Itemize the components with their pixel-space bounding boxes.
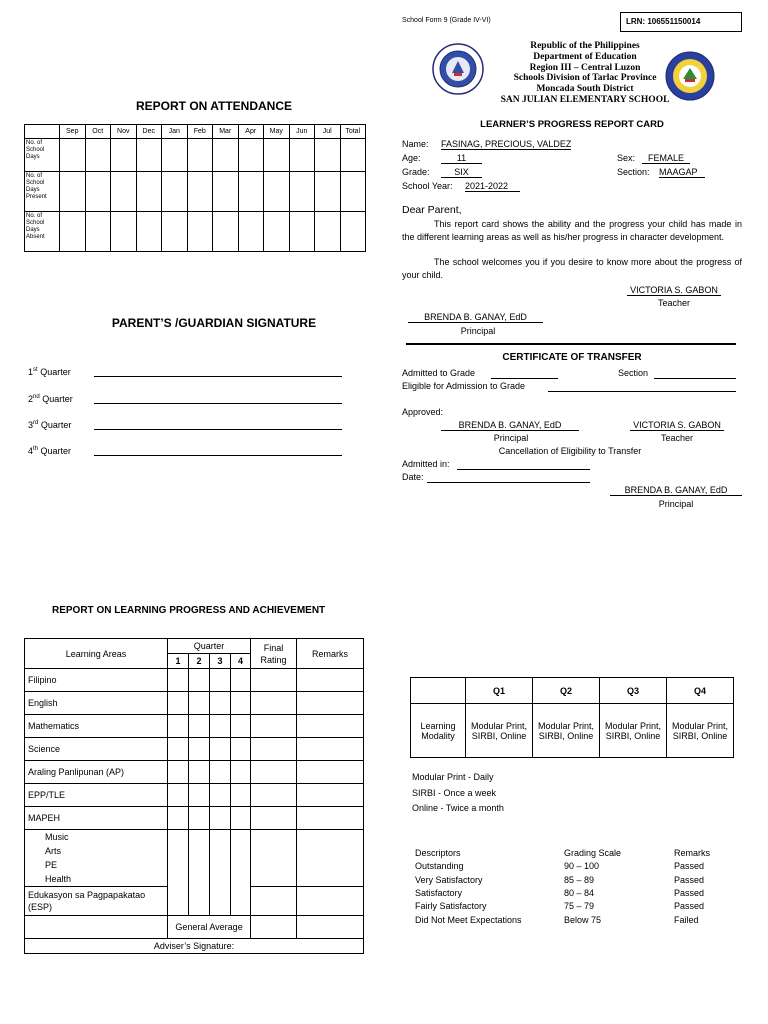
grading-row bbox=[415, 915, 735, 928]
learner-grade: SIX bbox=[441, 167, 482, 178]
signature-line-3[interactable] bbox=[94, 429, 342, 430]
grading-cell: 85 – 89 bbox=[564, 874, 595, 885]
learner-sex: FEMALE bbox=[642, 153, 690, 164]
cert-principal-name: BRENDA B. GANAY, EdD bbox=[441, 420, 579, 431]
learning-area-row bbox=[25, 784, 364, 807]
cert-teacher-name: VICTORIA S. GABON bbox=[630, 420, 724, 431]
letter-teacher-name: VICTORIA S. GABON bbox=[627, 285, 721, 296]
quarter-label-4 bbox=[28, 446, 71, 456]
grade-cell[interactable] bbox=[251, 738, 297, 761]
signature-line-1[interactable] bbox=[94, 376, 342, 377]
grade-cell[interactable] bbox=[297, 738, 364, 761]
letter-paragraph-2: The school welcomes you if you desire to know more about the progress of your child. bbox=[402, 257, 742, 280]
grade-cell[interactable] bbox=[189, 669, 210, 692]
quarter-sup: th bbox=[33, 446, 39, 452]
grade-cell[interactable] bbox=[231, 715, 251, 738]
learner-age: 11 bbox=[441, 153, 482, 164]
modality-corner bbox=[411, 678, 466, 704]
modality-q1: Q1 bbox=[466, 678, 533, 704]
gov-line: Region III – Central Luzon bbox=[529, 62, 641, 73]
learning-area-name: Edukasyon sa Pagpapakatao (ESP) bbox=[25, 887, 168, 916]
attendance-month: Nov bbox=[111, 125, 137, 139]
learning-areas-table bbox=[24, 638, 364, 954]
grade-cell[interactable] bbox=[189, 830, 210, 916]
attendance-corner bbox=[25, 125, 60, 139]
col-learning-areas: Learning Areas bbox=[25, 639, 168, 669]
learning-areas-body bbox=[25, 669, 364, 954]
grading-row bbox=[415, 861, 735, 874]
grade-cell[interactable] bbox=[210, 738, 231, 761]
modality-cell: Modular Print, SIRBI, Online bbox=[600, 704, 667, 758]
grade-cell[interactable] bbox=[251, 715, 297, 738]
attendance-table bbox=[24, 124, 366, 252]
learning-title: REPORT ON LEARNING PROGRESS AND ACHIEVEMENT bbox=[52, 605, 326, 616]
learning-area-row bbox=[25, 692, 364, 715]
col-quarter: Quarter bbox=[168, 639, 251, 654]
grade-cell[interactable] bbox=[231, 784, 251, 807]
learning-area-row bbox=[25, 830, 364, 845]
attendance-month: Apr bbox=[238, 125, 264, 139]
learning-area-row bbox=[25, 715, 364, 738]
attendance-cell[interactable] bbox=[264, 172, 290, 212]
grade-cell[interactable] bbox=[210, 784, 231, 807]
learning-area-name: Mathematics bbox=[25, 715, 168, 738]
grade-cell[interactable] bbox=[231, 738, 251, 761]
general-average-row bbox=[25, 916, 364, 939]
attendance-cell[interactable] bbox=[264, 212, 290, 252]
letter-teacher-role: Teacher bbox=[657, 298, 691, 308]
learning-area-row bbox=[25, 807, 364, 830]
learning-area-name: Health bbox=[25, 872, 168, 887]
general-average-label: General Average bbox=[168, 916, 251, 939]
date-line[interactable] bbox=[427, 482, 590, 483]
attendance-cell[interactable] bbox=[289, 172, 315, 212]
learner-name: FASINAG, PRECIOUS, VALDEZ bbox=[441, 139, 572, 149]
grade-cell[interactable] bbox=[231, 830, 251, 916]
grade-cell[interactable] bbox=[251, 669, 297, 692]
quarter-label-2 bbox=[28, 394, 73, 404]
grading-cell: Fairly Satisfactory bbox=[415, 901, 487, 912]
section-label: Section: bbox=[617, 167, 650, 177]
grade-cell[interactable] bbox=[297, 761, 364, 784]
grade-cell[interactable] bbox=[231, 761, 251, 784]
grading-cell: Passed bbox=[674, 901, 705, 912]
attendance-month: Jan bbox=[162, 125, 188, 139]
grade-cell[interactable] bbox=[297, 692, 364, 715]
modality-q4: Q4 bbox=[667, 678, 734, 704]
grade-cell[interactable] bbox=[210, 692, 231, 715]
letter-greeting: Dear Parent, bbox=[402, 204, 462, 216]
adviser-signature-label: Adviser’s Signature: bbox=[25, 939, 364, 954]
grade-cell[interactable] bbox=[297, 669, 364, 692]
admitted-in-label: Admitted in: bbox=[402, 459, 450, 469]
modality-cell: Modular Print, SIRBI, Online bbox=[466, 704, 533, 758]
attendance-cell[interactable] bbox=[162, 139, 188, 172]
attendance-month: Oct bbox=[85, 125, 111, 139]
grade-cell[interactable] bbox=[251, 916, 297, 939]
attendance-cell[interactable] bbox=[187, 172, 213, 212]
grading-row bbox=[415, 901, 735, 914]
attendance-month: Dec bbox=[136, 125, 162, 139]
grade-cell[interactable] bbox=[297, 784, 364, 807]
grade-cell[interactable] bbox=[210, 830, 231, 916]
modality-q2: Q2 bbox=[533, 678, 600, 704]
lrn-box bbox=[620, 12, 742, 32]
attendance-cell[interactable] bbox=[187, 212, 213, 252]
modality-header-row bbox=[411, 678, 734, 704]
attendance-month: Mar bbox=[213, 125, 239, 139]
grade-cell[interactable] bbox=[297, 887, 364, 916]
attendance-cell[interactable] bbox=[60, 212, 86, 252]
grading-cell: Below 75 bbox=[564, 914, 602, 925]
letter-principal-name: BRENDA B. GANAY, EdD bbox=[408, 312, 543, 323]
learning-header-row bbox=[25, 639, 364, 654]
admitted-label: Admitted to Grade bbox=[402, 368, 476, 378]
grading-cell: Very Satisfactory bbox=[415, 874, 483, 885]
modality-q3: Q3 bbox=[600, 678, 667, 704]
grade-cell[interactable] bbox=[251, 830, 297, 887]
learning-area-name: Araling Panlipunan (AP) bbox=[25, 761, 168, 784]
attendance-title: REPORT ON ATTENDANCE bbox=[136, 99, 292, 113]
grading-cell: Satisfactory bbox=[415, 887, 463, 898]
attendance-cell[interactable] bbox=[136, 139, 162, 172]
signature-line-4[interactable] bbox=[94, 455, 342, 456]
gov-line: Republic of the Philippines bbox=[530, 41, 640, 51]
grading-header-row bbox=[415, 848, 735, 861]
grading-cell: Failed bbox=[674, 914, 699, 925]
grading-cell: 80 – 84 bbox=[564, 887, 595, 898]
attendance-month: May bbox=[264, 125, 290, 139]
attendance-cell[interactable] bbox=[187, 139, 213, 172]
learning-area-name: PE bbox=[25, 858, 168, 872]
attendance-row bbox=[25, 172, 366, 212]
learning-area-name: MAPEH bbox=[25, 807, 168, 830]
grade-cell[interactable] bbox=[210, 807, 231, 830]
grade-cell[interactable] bbox=[168, 807, 189, 830]
quarter-label-1 bbox=[28, 367, 71, 377]
quarter-sup: nd bbox=[33, 394, 40, 400]
grading-row bbox=[415, 875, 735, 888]
attendance-cell[interactable] bbox=[85, 212, 111, 252]
attendance-cell[interactable] bbox=[213, 139, 239, 172]
year-label: School Year: bbox=[402, 181, 453, 191]
grade-cell[interactable] bbox=[168, 715, 189, 738]
attendance-row-label: No. of School Days Present bbox=[25, 172, 60, 212]
attendance-cell[interactable] bbox=[315, 212, 341, 252]
attendance-cell[interactable] bbox=[85, 172, 111, 212]
attendance-cell[interactable] bbox=[213, 172, 239, 212]
grade-cell[interactable] bbox=[297, 916, 364, 939]
learning-area-row bbox=[25, 738, 364, 761]
attendance-month: Total bbox=[340, 125, 366, 139]
grading-cell: Passed bbox=[674, 874, 705, 885]
grading-cell: 75 – 79 bbox=[564, 901, 595, 912]
grade-cell[interactable] bbox=[251, 887, 297, 916]
grade-cell[interactable] bbox=[210, 715, 231, 738]
learning-area-name: Music bbox=[25, 830, 168, 845]
letter-paragraph-1: This report card shows the ability and the progress your child has made in the different learning areas as well as his/her progress in character development. bbox=[402, 219, 742, 242]
admitted-grade-line[interactable] bbox=[491, 378, 558, 379]
attendance-cell[interactable] bbox=[213, 212, 239, 252]
quarter-num: 3 bbox=[28, 420, 34, 430]
name-label: Name: bbox=[402, 139, 429, 149]
grade-cell[interactable] bbox=[168, 784, 189, 807]
grade-cell[interactable] bbox=[251, 692, 297, 715]
grade-cell[interactable] bbox=[231, 669, 251, 692]
grading-cell: Passed bbox=[674, 887, 705, 898]
grade-cell[interactable] bbox=[168, 692, 189, 715]
attendance-month: Sep bbox=[60, 125, 86, 139]
grade-cell[interactable] bbox=[168, 830, 189, 916]
learning-area-name: Filipino bbox=[25, 669, 168, 692]
gov-header bbox=[470, 41, 700, 106]
grade-cell[interactable] bbox=[189, 807, 210, 830]
attendance-cell[interactable] bbox=[60, 172, 86, 212]
modality-table bbox=[410, 677, 734, 758]
section-line[interactable] bbox=[654, 378, 736, 379]
quarter-word: Quarter bbox=[38, 420, 72, 430]
grade-cell[interactable] bbox=[168, 738, 189, 761]
card-title: LEARNER’S PROGRESS REPORT CARD bbox=[480, 119, 664, 130]
attendance-month: Feb bbox=[187, 125, 213, 139]
attendance-cell[interactable] bbox=[289, 139, 315, 172]
grade-cell[interactable] bbox=[168, 669, 189, 692]
attendance-row bbox=[25, 139, 366, 172]
attendance-cell[interactable] bbox=[264, 139, 290, 172]
modality-row bbox=[411, 704, 734, 758]
attendance-cell[interactable] bbox=[340, 172, 366, 212]
modality-cell: Modular Print, SIRBI, Online bbox=[533, 704, 600, 758]
col-remarks: Remarks bbox=[297, 639, 364, 669]
school-year: 2021-2022 bbox=[465, 181, 520, 192]
attendance-month: Jun bbox=[289, 125, 315, 139]
cert-principal2-name: BRENDA B. GANAY, EdD bbox=[610, 485, 742, 496]
quarter-num-3: 3 bbox=[210, 654, 231, 669]
grade-cell[interactable] bbox=[210, 761, 231, 784]
attendance-cell[interactable] bbox=[162, 172, 188, 212]
attendance-cell[interactable] bbox=[315, 172, 341, 212]
grading-cell: Passed bbox=[674, 861, 705, 872]
quarter-word: Quarter bbox=[39, 394, 73, 404]
cert-principal2-role: Principal bbox=[658, 499, 694, 509]
eligible-line[interactable] bbox=[548, 391, 736, 392]
learning-area-name: English bbox=[25, 692, 168, 715]
grade-cell[interactable] bbox=[297, 715, 364, 738]
grade-cell[interactable] bbox=[297, 807, 364, 830]
gov-line: Department of Education bbox=[533, 51, 637, 62]
learning-area-name: Arts bbox=[25, 844, 168, 858]
quarter-num-1: 1 bbox=[168, 654, 189, 669]
cert-principal-role: Principal bbox=[493, 433, 529, 443]
gov-line: Schools Division of Tarlac Province bbox=[513, 73, 657, 84]
age-label: Age: bbox=[402, 153, 421, 163]
grading-header: Remarks bbox=[674, 848, 711, 858]
attendance-cell[interactable] bbox=[111, 212, 137, 252]
grade-cell[interactable] bbox=[168, 761, 189, 784]
attendance-cell[interactable] bbox=[238, 212, 264, 252]
adviser-row bbox=[25, 939, 364, 954]
grade-cell[interactable] bbox=[231, 692, 251, 715]
quarter-word: Quarter bbox=[37, 367, 71, 377]
learning-area-row bbox=[25, 669, 364, 692]
quarter-sup: rd bbox=[33, 420, 39, 426]
quarter-label-3 bbox=[28, 420, 71, 430]
grade-cell[interactable] bbox=[251, 784, 297, 807]
attendance-cell[interactable] bbox=[60, 139, 86, 172]
admitted-in-line[interactable] bbox=[457, 469, 590, 470]
quarter-word: Quarter bbox=[38, 446, 72, 456]
letter-principal-role: Principal bbox=[460, 326, 496, 336]
attendance-cell[interactable] bbox=[340, 212, 366, 252]
lrn-text: LRN: 106551150014 bbox=[626, 17, 701, 26]
modality-note: Online - Twice a month bbox=[412, 803, 504, 813]
attendance-cell[interactable] bbox=[162, 212, 188, 252]
gov-line: Moncada South District bbox=[536, 84, 634, 95]
attendance-row-label: No. of School Days bbox=[25, 139, 60, 172]
attendance-cell[interactable] bbox=[85, 139, 111, 172]
attendance-row bbox=[25, 212, 366, 252]
grade-cell[interactable] bbox=[297, 830, 364, 887]
quarter-num-4: 4 bbox=[231, 654, 251, 669]
attendance-cell[interactable] bbox=[238, 172, 264, 212]
attendance-cell[interactable] bbox=[111, 139, 137, 172]
attendance-cell[interactable] bbox=[136, 172, 162, 212]
form-label: School Form 9 (Grade IV-VI) bbox=[402, 17, 491, 24]
attendance-cell[interactable] bbox=[340, 139, 366, 172]
grading-cell: 90 – 100 bbox=[564, 861, 600, 872]
modality-note: SIRBI - Once a week bbox=[412, 788, 497, 798]
learning-area-name: Science bbox=[25, 738, 168, 761]
eligible-label: Eligible for Admission to Grade bbox=[402, 381, 526, 391]
attendance-cell[interactable] bbox=[315, 139, 341, 172]
grading-cell: Did Not Meet Expectations bbox=[415, 914, 522, 925]
learning-area-row bbox=[25, 761, 364, 784]
cert-teacher-role: Teacher bbox=[660, 433, 694, 443]
grading-header: Grading Scale bbox=[564, 848, 622, 858]
grading-row bbox=[415, 888, 735, 901]
quarter-num: 1 bbox=[28, 367, 34, 377]
quarter-sup: st bbox=[33, 367, 38, 373]
col-final-rating: Final Rating bbox=[251, 639, 297, 669]
sex-label: Sex: bbox=[617, 153, 636, 163]
grading-header: Descriptors bbox=[415, 848, 461, 858]
certificate-title: CERTIFICATE OF TRANSFER bbox=[502, 352, 642, 363]
grade-cell[interactable] bbox=[189, 692, 210, 715]
attendance-header-row bbox=[25, 125, 366, 139]
grade-cell[interactable] bbox=[210, 669, 231, 692]
grading-cell: Outstanding bbox=[415, 861, 464, 872]
grade-cell[interactable] bbox=[189, 715, 210, 738]
learner-section: MAAGAP bbox=[659, 167, 705, 178]
school-name: SAN JULIAN ELEMENTARY SCHOOL bbox=[500, 94, 670, 105]
approved-label: Approved: bbox=[402, 407, 444, 417]
grade-cell[interactable] bbox=[251, 807, 297, 830]
grade-cell[interactable] bbox=[231, 807, 251, 830]
attendance-row-label: No. of School Days Absent bbox=[25, 212, 60, 252]
date-label: Date: bbox=[402, 472, 424, 482]
general-average-blank bbox=[25, 916, 168, 939]
attendance-cell[interactable] bbox=[136, 212, 162, 252]
attendance-month: Jul bbox=[315, 125, 341, 139]
signature-line-2[interactable] bbox=[94, 403, 342, 404]
grade-label: Grade: bbox=[402, 167, 430, 177]
quarter-num: 2 bbox=[28, 394, 34, 404]
grade-cell[interactable] bbox=[189, 784, 210, 807]
modality-note: Modular Print - Daily bbox=[412, 772, 494, 782]
quarter-num-2: 2 bbox=[189, 654, 210, 669]
grade-cell[interactable] bbox=[251, 761, 297, 784]
learning-area-name: EPP/TLE bbox=[25, 784, 168, 807]
modality-row-label: Learning Modality bbox=[411, 704, 466, 758]
signature-title: PARENT’S /GUARDIAN SIGNATURE bbox=[111, 316, 317, 330]
quarter-num: 4 bbox=[28, 446, 34, 456]
attendance-cell[interactable] bbox=[238, 139, 264, 172]
grade-cell[interactable] bbox=[189, 761, 210, 784]
cancellation-title: Cancellation of Eligibility to Transfer bbox=[498, 446, 642, 456]
section-divider bbox=[406, 343, 736, 345]
section-line-label: Section bbox=[618, 368, 649, 378]
attendance-cell[interactable] bbox=[289, 212, 315, 252]
grade-cell[interactable] bbox=[189, 738, 210, 761]
modality-cell: Modular Print, SIRBI, Online bbox=[667, 704, 734, 758]
attendance-cell[interactable] bbox=[111, 172, 137, 212]
